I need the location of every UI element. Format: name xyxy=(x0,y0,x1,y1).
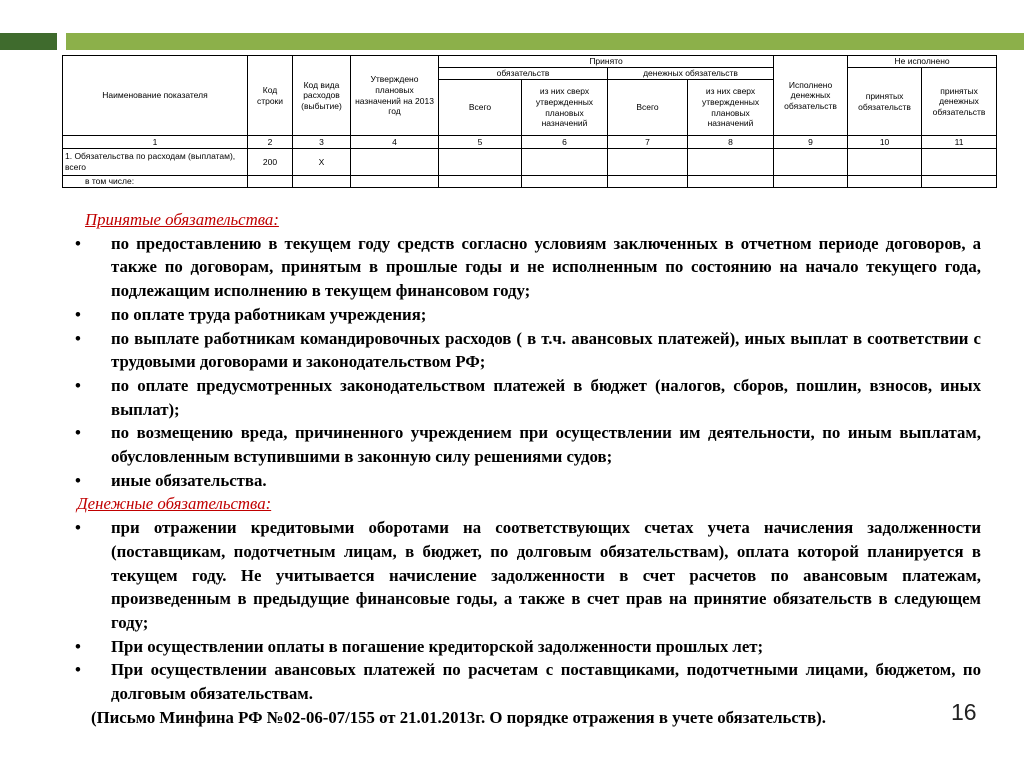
column-number: 2 xyxy=(248,136,293,149)
row-obligations-name: 1. Обязательства по расходам (выплатам), всего xyxy=(63,149,248,176)
list-item-text: по предоставлению в текущем году средств согласно условиям заключенных в отчетном периоде договоров, а также по договорам, принятым в прошлые годы и не исполненным по состоянию на начало текущего года, подлежащим исполнению в текущем финансовом году; xyxy=(111,233,981,301)
header-accepted-money-obligations: принятых денежных обязательств xyxy=(922,68,997,136)
header-accepted-obligations: принятых обязательств xyxy=(848,68,922,136)
header-code-line: Код строки xyxy=(248,56,293,136)
column-number: 3 xyxy=(293,136,351,149)
bullet-icon: • xyxy=(75,636,81,656)
header-not-executed: Не исполнено xyxy=(848,56,997,68)
header-over-plan-obligations: из них сверх утвержденных плановых назначений xyxy=(522,80,608,136)
list-item-text: по возмещению вреда, причиненного учреждением при осуществлении им деятельности, по иным выплатам, обусловленным вступившими в законную силу решениями судов; xyxy=(111,423,981,467)
column-number: 9 xyxy=(774,136,848,149)
table-cell xyxy=(439,176,522,188)
list-item xyxy=(75,232,981,303)
column-number: 8 xyxy=(688,136,774,149)
bullet-icon: • xyxy=(75,518,81,538)
table-cell xyxy=(522,149,608,176)
money-obligations-list xyxy=(75,516,981,706)
header-over-plan-money: из них сверх утвержденных плановых назначений xyxy=(688,80,774,136)
header-bar-dark xyxy=(0,33,57,50)
report-table xyxy=(62,55,997,188)
list-item xyxy=(75,303,981,327)
slide-body xyxy=(75,208,981,729)
bullet-icon: • xyxy=(75,423,81,443)
table-cell xyxy=(848,149,922,176)
table-cell xyxy=(848,176,922,188)
header-money-obligations: денежных обязательств xyxy=(608,68,774,80)
source-footnote: (Письмо Минфина РФ №02-06-07/155 от 21.01.2013г. О порядке отражения в учете обязательств). xyxy=(91,707,826,727)
list-item-text: при отражении кредитовыми оборотами на соответствующих счетах учета начисления задолженности (поставщикам, подотчетным лицам, в бюджет, по долговым обязательствам), оплата которой планируется в текущем году. Не учитывается начисление задолженности в счет расчетов по авансовым платежам, произведенным в предыдущие финансовые годы, а также в счет прав на принятие обязательств в следующем году; xyxy=(111,518,981,632)
bullet-icon: • xyxy=(75,470,81,490)
list-item xyxy=(75,516,981,635)
header-obligations: обязательств xyxy=(439,68,608,80)
list-item xyxy=(75,421,981,468)
list-item xyxy=(75,635,981,659)
bullet-icon: • xyxy=(75,660,81,680)
header-accepted: Принято xyxy=(439,56,774,68)
header-name: Наименование показателя xyxy=(63,56,248,136)
table-cell xyxy=(774,149,848,176)
header-bar-light xyxy=(66,33,1024,50)
row-obligations-code: 200 xyxy=(248,149,293,176)
table-cell xyxy=(608,149,688,176)
column-number: 5 xyxy=(439,136,522,149)
table-cell xyxy=(293,176,351,188)
column-number: 1 xyxy=(63,136,248,149)
column-number: 4 xyxy=(351,136,439,149)
bullet-icon: • xyxy=(75,304,81,324)
accepted-obligations-list xyxy=(75,232,981,493)
list-item-text: по выплате работникам командировочных расходов ( в т.ч. авансовых платежей), иных выплат в соответствии с трудовыми договорами и законодательством РФ; xyxy=(111,328,981,372)
list-item-text: При осуществлении авансовых платежей по расчетам с поставщиками, подотчетными лицами, бюджетом, по долговым обязательствам. xyxy=(111,660,981,704)
bullet-icon: • xyxy=(75,375,81,395)
table-cell xyxy=(522,176,608,188)
table-cell xyxy=(688,149,774,176)
table-cell xyxy=(351,176,439,188)
table-cell xyxy=(351,149,439,176)
column-number: 10 xyxy=(848,136,922,149)
column-number: 6 xyxy=(522,136,608,149)
table-cell xyxy=(688,176,774,188)
section-title-accepted-obligations: Принятые обязательства: xyxy=(85,210,279,229)
table-cell xyxy=(774,176,848,188)
row-obligations-type: X xyxy=(293,149,351,176)
table-cell xyxy=(922,176,997,188)
row-including-label: в том числе: xyxy=(63,176,248,188)
header-total-money: Всего xyxy=(608,80,688,136)
list-item-text: При осуществлении оплаты в погашение кредиторской задолженности прошлых лет; xyxy=(111,636,764,656)
column-number: 11 xyxy=(922,136,997,149)
table-cell xyxy=(922,149,997,176)
header-executed: Исполнено денежных обязательств xyxy=(774,56,848,136)
header-total-obligations: Всего xyxy=(439,80,522,136)
list-item xyxy=(75,658,981,705)
table-cell xyxy=(608,176,688,188)
list-item xyxy=(75,327,981,374)
page-number: 16 xyxy=(951,699,977,725)
list-item-text: по оплате труда работникам учреждения; xyxy=(111,304,427,324)
column-number: 7 xyxy=(608,136,688,149)
section-title-money-obligations: Денежные обязательства: xyxy=(77,494,272,514)
list-item xyxy=(75,374,981,421)
header-code-type: Код вида расходов (выбытие) xyxy=(293,56,351,136)
table-cell xyxy=(248,176,293,188)
bullet-icon: • xyxy=(75,233,81,253)
list-item-text: по оплате предусмотренных законодательством платежей в бюджет (налогов, сборов, пошлин, взносов, иных выплат); xyxy=(111,375,981,419)
bullet-icon: • xyxy=(75,328,81,348)
table-cell xyxy=(439,149,522,176)
list-item-text: иные обязательства. xyxy=(111,470,267,490)
header-approved: Утверждено плановых назначений на 2013 год xyxy=(351,56,439,136)
list-item xyxy=(75,469,981,493)
